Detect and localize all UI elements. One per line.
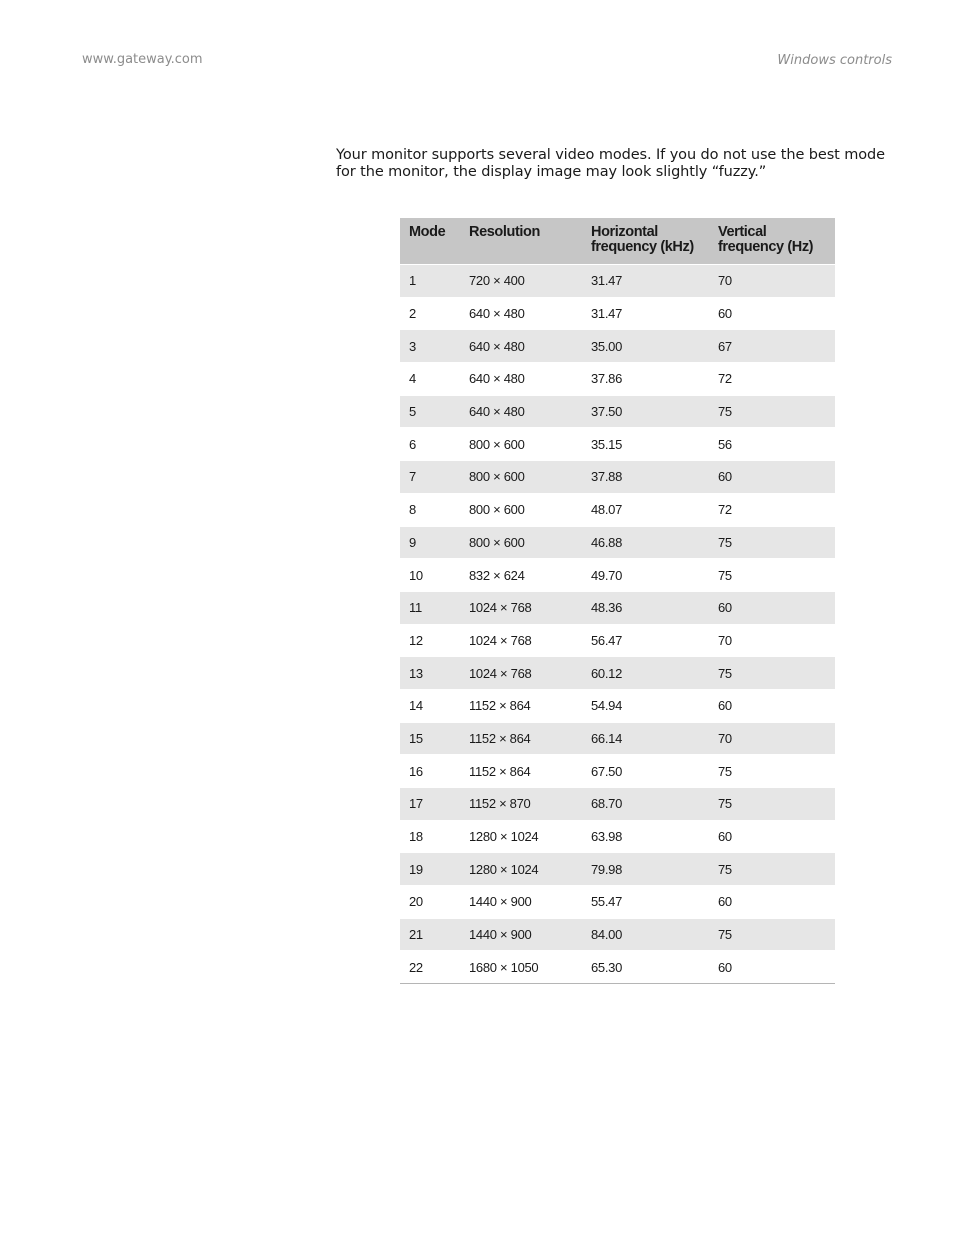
cell-vertical-frequency: 56 — [709, 428, 835, 461]
cell-horizontal-frequency: 68.70 — [582, 788, 709, 821]
cell-vertical-frequency: 70 — [709, 265, 835, 298]
cell-vertical-frequency: 60 — [709, 591, 835, 624]
cell-mode: 3 — [400, 330, 460, 363]
cell-horizontal-frequency: 54.94 — [582, 689, 709, 722]
cell-mode: 1 — [400, 265, 460, 298]
cell-vertical-frequency: 70 — [709, 722, 835, 755]
cell-resolution: 800 × 600 — [460, 526, 582, 559]
cell-resolution: 1024 × 768 — [460, 624, 582, 657]
cell-vertical-frequency: 75 — [709, 559, 835, 592]
cell-horizontal-frequency: 63.98 — [582, 820, 709, 853]
cell-resolution: 800 × 600 — [460, 493, 582, 526]
cell-mode: 18 — [400, 820, 460, 853]
table-row — [400, 297, 835, 330]
cell-horizontal-frequency: 60.12 — [582, 657, 709, 690]
cell-vertical-frequency: 60 — [709, 951, 835, 984]
cell-mode: 15 — [400, 722, 460, 755]
cell-resolution: 720 × 400 — [460, 265, 582, 298]
cell-mode: 16 — [400, 755, 460, 788]
cell-vertical-frequency: 75 — [709, 788, 835, 821]
cell-vertical-frequency: 75 — [709, 918, 835, 951]
table-header-row — [400, 218, 835, 265]
table-row — [400, 395, 835, 428]
cell-mode: 5 — [400, 395, 460, 428]
cell-vertical-frequency: 60 — [709, 297, 835, 330]
cell-horizontal-frequency: 48.36 — [582, 591, 709, 624]
table-row — [400, 330, 835, 363]
cell-vertical-frequency: 72 — [709, 493, 835, 526]
cell-resolution: 832 × 624 — [460, 559, 582, 592]
cell-vertical-frequency: 75 — [709, 526, 835, 559]
cell-horizontal-frequency: 65.30 — [582, 951, 709, 984]
cell-vertical-frequency: 75 — [709, 853, 835, 886]
table-header — [400, 218, 835, 265]
video-modes-table — [400, 218, 835, 984]
cell-mode: 13 — [400, 657, 460, 690]
cell-horizontal-frequency: 37.50 — [582, 395, 709, 428]
cell-horizontal-frequency: 55.47 — [582, 886, 709, 919]
cell-horizontal-frequency: 66.14 — [582, 722, 709, 755]
cell-mode: 8 — [400, 493, 460, 526]
table-row — [400, 363, 835, 396]
cell-mode: 6 — [400, 428, 460, 461]
cell-mode: 17 — [400, 788, 460, 821]
table-row — [400, 689, 835, 722]
cell-mode: 9 — [400, 526, 460, 559]
cell-resolution: 1280 × 1024 — [460, 853, 582, 886]
table-row — [400, 591, 835, 624]
table-row — [400, 853, 835, 886]
table-row — [400, 657, 835, 690]
cell-vertical-frequency: 60 — [709, 689, 835, 722]
cell-vertical-frequency: 67 — [709, 330, 835, 363]
cell-resolution: 1024 × 768 — [460, 591, 582, 624]
cell-horizontal-frequency: 37.86 — [582, 363, 709, 396]
header-section-title: Windows controls — [777, 53, 892, 68]
cell-horizontal-frequency: 49.70 — [582, 559, 709, 592]
cell-mode: 21 — [400, 918, 460, 951]
cell-horizontal-frequency: 31.47 — [582, 297, 709, 330]
cell-resolution: 640 × 480 — [460, 330, 582, 363]
cell-resolution: 1024 × 768 — [460, 657, 582, 690]
cell-mode: 7 — [400, 461, 460, 494]
cell-horizontal-frequency: 35.15 — [582, 428, 709, 461]
cell-mode: 2 — [400, 297, 460, 330]
column-header-mode: Mode — [400, 218, 460, 265]
cell-resolution: 1440 × 900 — [460, 886, 582, 919]
cell-resolution: 800 × 600 — [460, 428, 582, 461]
cell-vertical-frequency: 75 — [709, 755, 835, 788]
cell-horizontal-frequency: 84.00 — [582, 918, 709, 951]
cell-mode: 11 — [400, 591, 460, 624]
cell-resolution: 1680 × 1050 — [460, 951, 582, 984]
cell-resolution: 1440 × 900 — [460, 918, 582, 951]
table-row — [400, 624, 835, 657]
cell-resolution: 1152 × 864 — [460, 689, 582, 722]
column-header-resolution: Resolution — [460, 218, 582, 265]
cell-horizontal-frequency: 67.50 — [582, 755, 709, 788]
cell-horizontal-frequency: 56.47 — [582, 624, 709, 657]
cell-horizontal-frequency: 46.88 — [582, 526, 709, 559]
cell-vertical-frequency: 75 — [709, 395, 835, 428]
cell-vertical-frequency: 60 — [709, 461, 835, 494]
cell-mode: 10 — [400, 559, 460, 592]
cell-mode: 14 — [400, 689, 460, 722]
cell-resolution: 640 × 480 — [460, 395, 582, 428]
cell-resolution: 800 × 600 — [460, 461, 582, 494]
table-row — [400, 722, 835, 755]
cell-resolution: 640 × 480 — [460, 297, 582, 330]
table-row — [400, 886, 835, 919]
cell-vertical-frequency: 60 — [709, 820, 835, 853]
cell-horizontal-frequency: 79.98 — [582, 853, 709, 886]
column-header-horizontal-frequency: Horizontal frequency (kHz) — [582, 218, 709, 265]
cell-horizontal-frequency: 31.47 — [582, 265, 709, 298]
cell-mode: 20 — [400, 886, 460, 919]
cell-resolution: 1152 × 864 — [460, 755, 582, 788]
cell-mode: 22 — [400, 951, 460, 984]
cell-vertical-frequency: 60 — [709, 886, 835, 919]
cell-horizontal-frequency: 48.07 — [582, 493, 709, 526]
header-site-url: www.gateway.com — [82, 52, 203, 67]
column-header-vertical-frequency: Vertical frequency (Hz) — [709, 218, 835, 265]
cell-vertical-frequency: 75 — [709, 657, 835, 690]
cell-horizontal-frequency: 37.88 — [582, 461, 709, 494]
table-row — [400, 461, 835, 494]
table-row — [400, 265, 835, 298]
cell-vertical-frequency: 72 — [709, 363, 835, 396]
cell-resolution: 1152 × 870 — [460, 788, 582, 821]
table-row — [400, 755, 835, 788]
table-row — [400, 428, 835, 461]
table-body — [400, 265, 835, 984]
table-row — [400, 918, 835, 951]
cell-mode: 4 — [400, 363, 460, 396]
table-row — [400, 788, 835, 821]
cell-resolution: 640 × 480 — [460, 363, 582, 396]
cell-horizontal-frequency: 35.00 — [582, 330, 709, 363]
table-row — [400, 820, 835, 853]
cell-mode: 12 — [400, 624, 460, 657]
intro-paragraph: Your monitor supports several video modes. If you do not use the best mode for the monitor, the display image may look slightly “fuzzy.” — [336, 147, 885, 180]
cell-resolution: 1152 × 864 — [460, 722, 582, 755]
cell-mode: 19 — [400, 853, 460, 886]
cell-resolution: 1280 × 1024 — [460, 820, 582, 853]
table-row — [400, 559, 835, 592]
table-row — [400, 526, 835, 559]
table-row — [400, 493, 835, 526]
cell-vertical-frequency: 70 — [709, 624, 835, 657]
table-row — [400, 951, 835, 984]
